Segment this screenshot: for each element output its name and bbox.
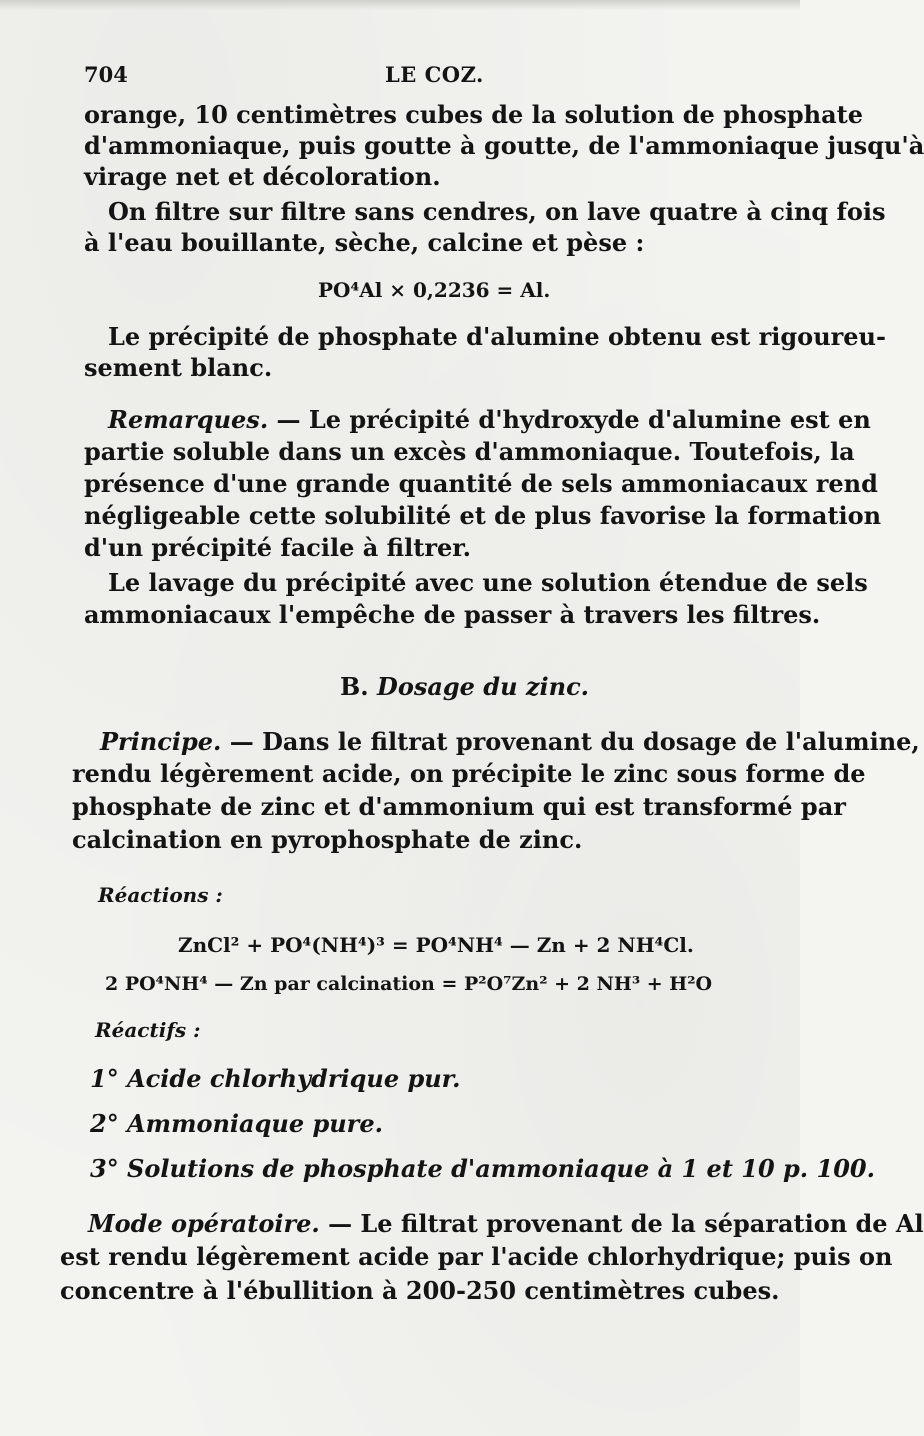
mode-first-line xyxy=(88,1209,924,1239)
page-number: 704 xyxy=(84,62,128,87)
text-line: phosphate de zinc et d'ammonium qui est transformé par xyxy=(72,792,846,821)
reactifs-label: Réactifs : xyxy=(95,1018,201,1042)
section-letter: B. xyxy=(340,672,369,701)
text-line: à l'eau bouillante, sèche, calcine et pèse : xyxy=(84,228,645,257)
reagent-item: 3° Solutions de phosphate d'ammoniaque à 1 et 10 p. 100. xyxy=(90,1154,875,1183)
text-line: — Dans le filtrat provenant du dosage de l'alumine, xyxy=(221,727,920,756)
text-line: virage net et décoloration. xyxy=(84,162,441,191)
text-line: d'un précipité facile à filtrer. xyxy=(84,533,472,562)
text-line: — Le précipité d'hydroxyde d'alumine est en xyxy=(268,405,871,434)
text-line: est rendu légèrement acide par l'acide chlorhydrique; puis on xyxy=(60,1242,893,1271)
remarques-label: Remarques. xyxy=(108,405,269,434)
principe-label: Principe. xyxy=(100,727,222,756)
principe-first-line xyxy=(100,727,920,757)
section-heading xyxy=(340,672,589,702)
text-line: partie soluble dans un excès d'ammoniaque. Toutefois, la xyxy=(84,437,855,466)
reactions-label: Réactions : xyxy=(98,883,223,907)
text-line: Le précipité de phosphate d'alumine obtenu est rigoureu- xyxy=(108,322,886,351)
text-line: rendu légèrement acide, on précipite le zinc sous forme de xyxy=(72,759,866,788)
formula-alumina: PO⁴Al × 0,2236 = Al. xyxy=(318,278,551,302)
text-line: concentre à l'ébullition à 200-250 centimètres cubes. xyxy=(60,1276,780,1305)
reaction-equation-2: 2 PO⁴NH⁴ — Zn par calcination = P²O⁷Zn² + 2 NH³ + H²O xyxy=(105,973,713,995)
section-title: Dosage du zinc. xyxy=(377,672,590,701)
reagent-item: 2° Ammoniaque pure. xyxy=(90,1109,383,1138)
text-line: d'ammoniaque, puis goutte à goutte, de l'ammoniaque jusqu'à xyxy=(84,131,924,160)
text-line: sement blanc. xyxy=(84,353,273,382)
text-line: Le lavage du précipité avec une solution étendue de sels xyxy=(108,568,868,597)
text-line: calcination en pyrophosphate de zinc. xyxy=(72,825,583,854)
mode-label: Mode opératoire. xyxy=(88,1209,320,1238)
text-line: négligeable cette solubilité et de plus favorise la formation xyxy=(84,501,882,530)
reagent-item: 1° Acide chlorhydrique pur. xyxy=(90,1064,461,1093)
text-line: — Le filtrat provenant de la séparation de Al xyxy=(319,1209,924,1238)
page-top-edge xyxy=(0,0,800,10)
text-line: orange, 10 centimètres cubes de la solution de phosphate xyxy=(84,100,864,129)
text-line: On filtre sur filtre sans cendres, on lave quatre à cinq fois xyxy=(108,197,886,226)
reaction-equation-1: ZnCl² + PO⁴(NH⁴)³ = PO⁴NH⁴ — Zn + 2 NH⁴Cl. xyxy=(178,933,694,957)
remarques-first-line xyxy=(108,405,871,435)
text-line: présence d'une grande quantité de sels ammoniacaux rend xyxy=(84,469,878,498)
running-title: LE COZ. xyxy=(385,62,484,87)
text-line: ammoniacaux l'empêche de passer à travers les filtres. xyxy=(84,600,821,629)
